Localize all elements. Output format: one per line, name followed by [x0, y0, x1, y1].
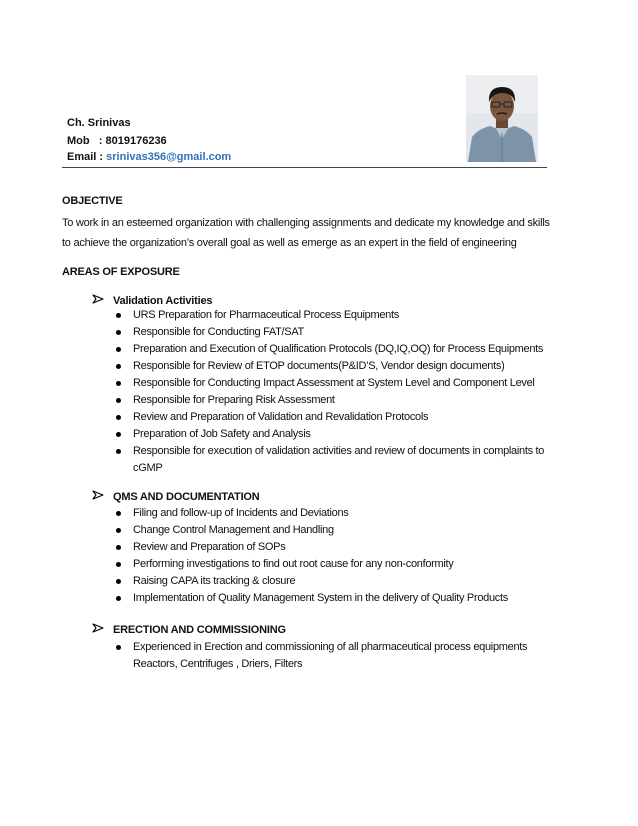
validation-activities-title: Validation Activities	[113, 294, 213, 307]
candidate-name: Ch. Srinivas	[67, 117, 131, 129]
arrow-bullet-icon	[92, 623, 106, 636]
list-item: URS Preparation for Pharmaceutical Process Equipments	[112, 307, 562, 324]
list-item: Responsible for Conducting FAT/SAT	[112, 324, 562, 341]
validation-activities-heading	[92, 294, 212, 307]
profile-photo	[466, 75, 538, 162]
objective-heading: OBJECTIVE	[62, 195, 123, 207]
bullet-dot-icon	[116, 415, 121, 420]
qms-documentation-heading	[92, 490, 260, 503]
list-item: Implementation of Quality Management System in the delivery of Quality Products	[112, 590, 562, 607]
list-item: Filing and follow-up of Incidents and Deviations	[112, 505, 562, 522]
header-divider	[62, 167, 547, 168]
mobile-label: Mob :	[67, 135, 103, 147]
bullet-dot-icon	[116, 313, 121, 318]
erection-commissioning-heading	[92, 623, 286, 636]
qms-documentation-list	[112, 505, 562, 607]
list-item: Responsible for execution of validation activities and review of documents in complaints to cGMP	[112, 443, 562, 477]
bullet-dot-icon	[116, 364, 121, 369]
mobile-number: 8019176236	[105, 135, 167, 147]
erection-commissioning-list	[112, 639, 542, 673]
bullet-dot-icon	[116, 545, 121, 550]
list-item: Responsible for Review of ETOP documents(P&ID’S, Vendor design documents)	[112, 358, 562, 375]
list-item: Review and Preparation of SOPs	[112, 539, 562, 556]
person-photo-icon	[466, 75, 538, 162]
bullet-dot-icon	[116, 645, 121, 650]
bullet-dot-icon	[116, 449, 121, 454]
bullet-dot-icon	[116, 528, 121, 533]
arrow-bullet-icon	[92, 490, 106, 503]
email-line	[67, 151, 231, 163]
email-label: Email :	[67, 151, 104, 163]
bullet-dot-icon	[116, 381, 121, 386]
email-link[interactable]: srinivas356@gmail.com	[106, 151, 232, 163]
objective-text: To work in an esteemed organization with challenging assignments and dedicate my knowledge and skills to achieve the organization’s overall goal as well as emerge as an expert in the field of engineering	[62, 217, 550, 249]
bullet-dot-icon	[116, 562, 121, 567]
list-item: Preparation of Job Safety and Analysis	[112, 426, 562, 443]
list-item: Experienced in Erection and commissioning of all pharmaceutical process equipments Reactors, Centrifuges , Driers, Filters	[112, 639, 542, 673]
bullet-dot-icon	[116, 579, 121, 584]
list-item: Responsible for Preparing Risk Assessment	[112, 392, 562, 409]
erection-commissioning-title: ERECTION AND COMMISSIONING	[113, 623, 286, 636]
bullet-dot-icon	[116, 398, 121, 403]
qms-documentation-title: QMS AND DOCUMENTATION	[113, 490, 260, 503]
list-item: Responsible for Conducting Impact Assessment at System Level and Component Level	[112, 375, 562, 392]
bullet-dot-icon	[116, 432, 121, 437]
bullet-dot-icon	[116, 511, 121, 516]
list-item: Performing investigations to find out root cause for any non-conformity	[112, 556, 562, 573]
list-item: Change Control Management and Handling	[112, 522, 562, 539]
bullet-dot-icon	[116, 330, 121, 335]
bullet-dot-icon	[116, 596, 121, 601]
list-item: Review and Preparation of Validation and Revalidation Protocols	[112, 409, 562, 426]
mobile-line	[67, 135, 167, 147]
arrow-bullet-icon	[92, 294, 106, 307]
bullet-dot-icon	[116, 347, 121, 352]
validation-activities-list	[112, 307, 562, 477]
exposure-heading: AREAS OF EXPOSURE	[62, 266, 180, 278]
list-item: Preparation and Execution of Qualification Protocols (DQ,IQ,OQ) for Process Equipments	[112, 341, 562, 358]
list-item: Raising CAPA its tracking & closure	[112, 573, 562, 590]
